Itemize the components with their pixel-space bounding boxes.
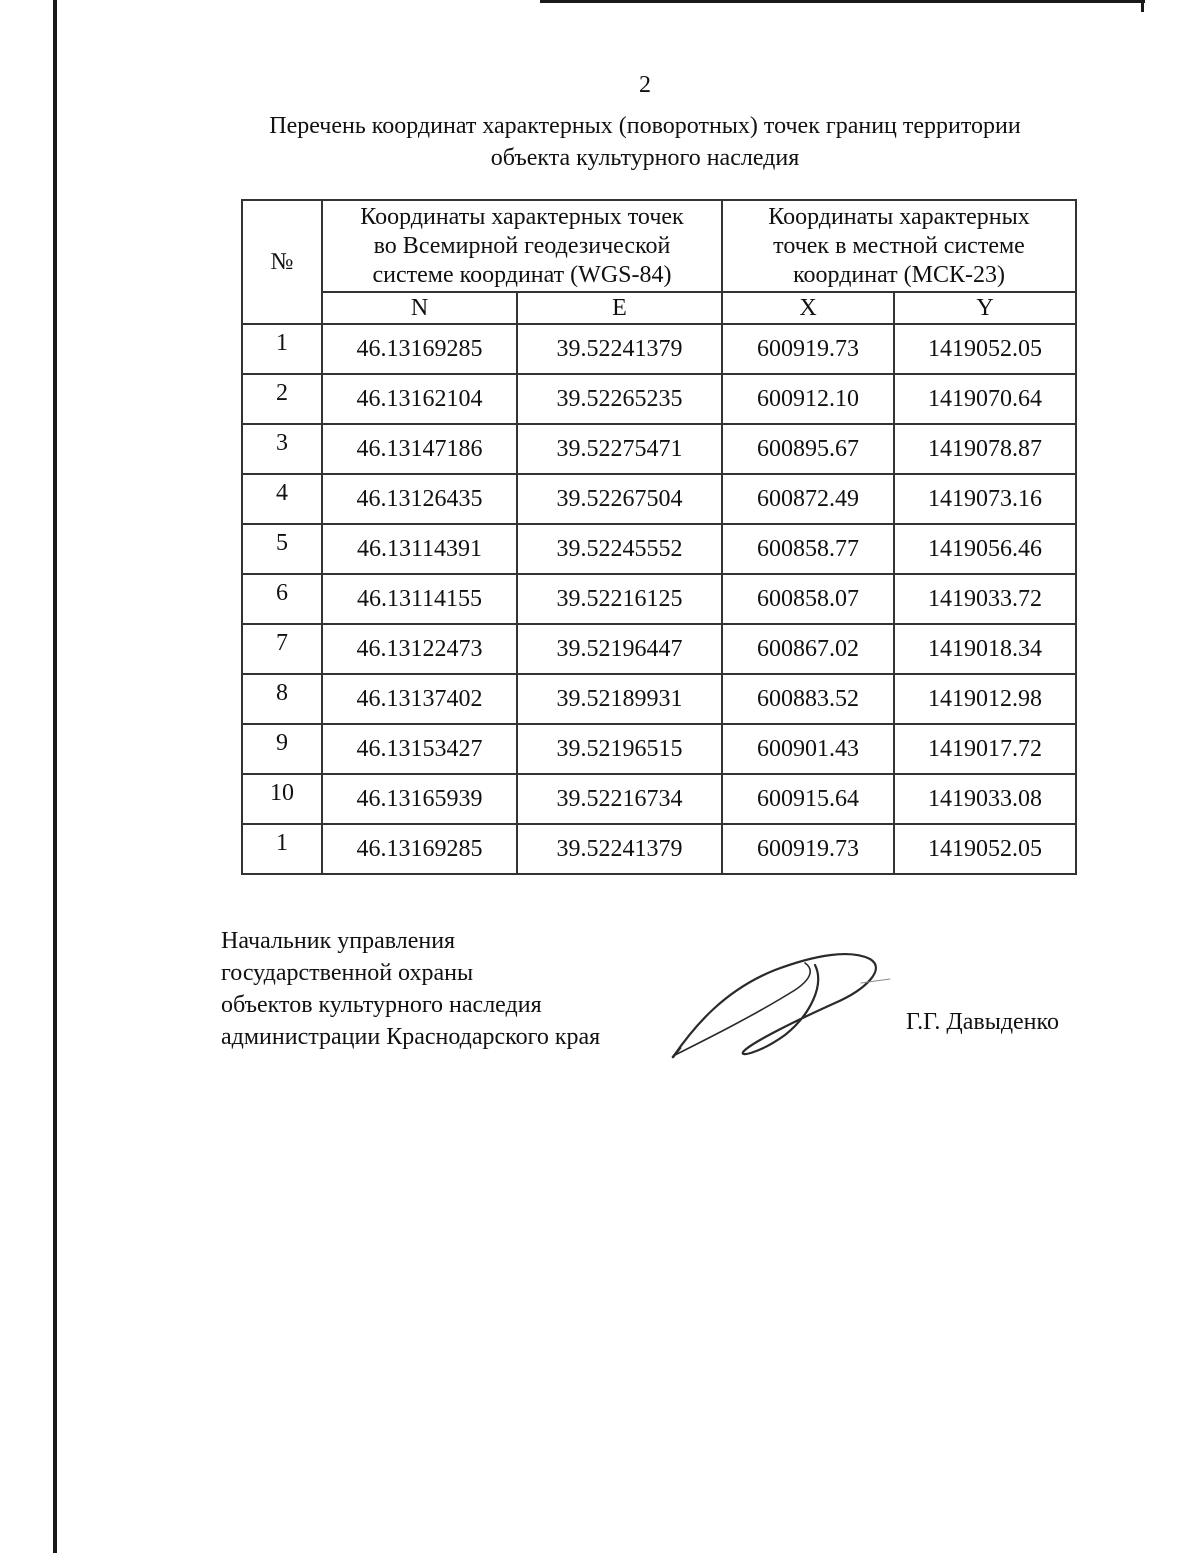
cell-point-number: 4 xyxy=(242,474,322,524)
cell-x: 600901.43 xyxy=(722,724,894,774)
header-wgs84-line-2: во Всемирной геодезической xyxy=(373,232,671,259)
cell-x: 600919.73 xyxy=(722,824,894,874)
cell-n: 46.13153427 xyxy=(322,724,517,774)
cell-x: 600872.49 xyxy=(722,474,894,524)
cell-e: 39.52265235 xyxy=(517,374,722,424)
table-row xyxy=(242,574,1076,624)
cell-y: 1419018.34 xyxy=(894,624,1076,674)
cell-point-number: 9 xyxy=(242,724,322,774)
cell-y: 1419073.16 xyxy=(894,474,1076,524)
cell-n: 46.13114155 xyxy=(322,574,517,624)
cell-e: 39.52216125 xyxy=(517,574,722,624)
header-msk23-line-2: точек в местной системе xyxy=(773,232,1025,259)
title-line-1: Перечень координат характерных (поворотных) точек границ территории xyxy=(269,113,1021,139)
table-row xyxy=(242,374,1076,424)
cell-y: 1419052.05 xyxy=(894,824,1076,874)
header-n: N xyxy=(322,292,517,324)
header-x: X xyxy=(722,292,894,324)
cell-point-number: 3 xyxy=(242,424,322,474)
cell-point-number: 1 xyxy=(242,824,322,874)
cell-n: 46.13147186 xyxy=(322,424,517,474)
cell-n: 46.13114391 xyxy=(322,524,517,574)
cell-x: 600919.73 xyxy=(722,324,894,374)
signatory-position-line: государственной охраны xyxy=(221,960,474,986)
signatory-name: Г.Г. Давыденко xyxy=(906,1009,1059,1035)
table-body xyxy=(242,324,1076,874)
title-line-2: объекта культурного наследия xyxy=(490,145,800,171)
cell-x: 600867.02 xyxy=(722,624,894,674)
cell-n: 46.13122473 xyxy=(322,624,517,674)
header-number: № xyxy=(242,200,322,324)
cell-point-number: 7 xyxy=(242,624,322,674)
header-msk23-line-1: Координаты характерных xyxy=(768,203,1030,230)
scan-edge-top xyxy=(540,0,1145,3)
table-row xyxy=(242,674,1076,724)
cell-e: 39.52275471 xyxy=(517,424,722,474)
cell-n: 46.13169285 xyxy=(322,324,517,374)
cell-e: 39.52189931 xyxy=(517,674,722,724)
table-row xyxy=(242,824,1076,874)
table-row xyxy=(242,524,1076,574)
cell-n: 46.13169285 xyxy=(322,824,517,874)
table-row xyxy=(242,774,1076,824)
scan-edge-top-right xyxy=(1141,0,1144,12)
cell-y: 1419033.72 xyxy=(894,574,1076,624)
header-wgs84-group xyxy=(322,200,722,292)
signatory-position-line: администрации Краснодарского края xyxy=(221,1024,601,1050)
cell-n: 46.13165939 xyxy=(322,774,517,824)
table-row xyxy=(242,624,1076,674)
signatory-position-line: объектов культурного наследия xyxy=(221,992,542,1018)
header-e: E xyxy=(517,292,722,324)
cell-y: 1419017.72 xyxy=(894,724,1076,774)
table-row xyxy=(242,724,1076,774)
cell-y: 1419052.05 xyxy=(894,324,1076,374)
cell-n: 46.13126435 xyxy=(322,474,517,524)
cell-n: 46.13162104 xyxy=(322,374,517,424)
cell-x: 600895.67 xyxy=(722,424,894,474)
cell-y: 1419012.98 xyxy=(894,674,1076,724)
header-wgs84-line-3: системе координат (WGS-84) xyxy=(372,261,672,288)
cell-y: 1419033.08 xyxy=(894,774,1076,824)
cell-x: 600858.07 xyxy=(722,574,894,624)
header-msk23-line-3: координат (МСК-23) xyxy=(793,261,1005,288)
cell-point-number: 6 xyxy=(242,574,322,624)
header-msk23-group xyxy=(722,200,1076,292)
signatory-position-line: Начальник управления xyxy=(221,928,456,954)
cell-e: 39.52196447 xyxy=(517,624,722,674)
table-row xyxy=(242,474,1076,524)
cell-point-number: 10 xyxy=(242,774,322,824)
cell-n: 46.13137402 xyxy=(322,674,517,724)
cell-x: 600915.64 xyxy=(722,774,894,824)
cell-e: 39.52216734 xyxy=(517,774,722,824)
cell-x: 600883.52 xyxy=(722,674,894,724)
signatory-position xyxy=(221,925,600,1053)
cell-point-number: 1 xyxy=(242,324,322,374)
cell-e: 39.52241379 xyxy=(517,824,722,874)
header-y: Y xyxy=(894,292,1076,324)
cell-e: 39.52241379 xyxy=(517,324,722,374)
table-row xyxy=(242,324,1076,374)
cell-x: 600912.10 xyxy=(722,374,894,424)
page-number: 2 xyxy=(639,72,651,98)
table-row xyxy=(242,424,1076,474)
cell-e: 39.52196515 xyxy=(517,724,722,774)
cell-e: 39.52267504 xyxy=(517,474,722,524)
document-title xyxy=(200,110,1090,174)
cell-y: 1419078.87 xyxy=(894,424,1076,474)
handwritten-signature xyxy=(665,945,895,1065)
cell-e: 39.52245552 xyxy=(517,524,722,574)
coordinates-table xyxy=(241,199,1077,875)
cell-point-number: 2 xyxy=(242,374,322,424)
cell-point-number: 5 xyxy=(242,524,322,574)
cell-y: 1419070.64 xyxy=(894,374,1076,424)
cell-x: 600858.77 xyxy=(722,524,894,574)
scan-edge-left xyxy=(53,0,57,1553)
cell-point-number: 8 xyxy=(242,674,322,724)
cell-y: 1419056.46 xyxy=(894,524,1076,574)
header-wgs84-line-1: Координаты характерных точек xyxy=(360,203,684,230)
